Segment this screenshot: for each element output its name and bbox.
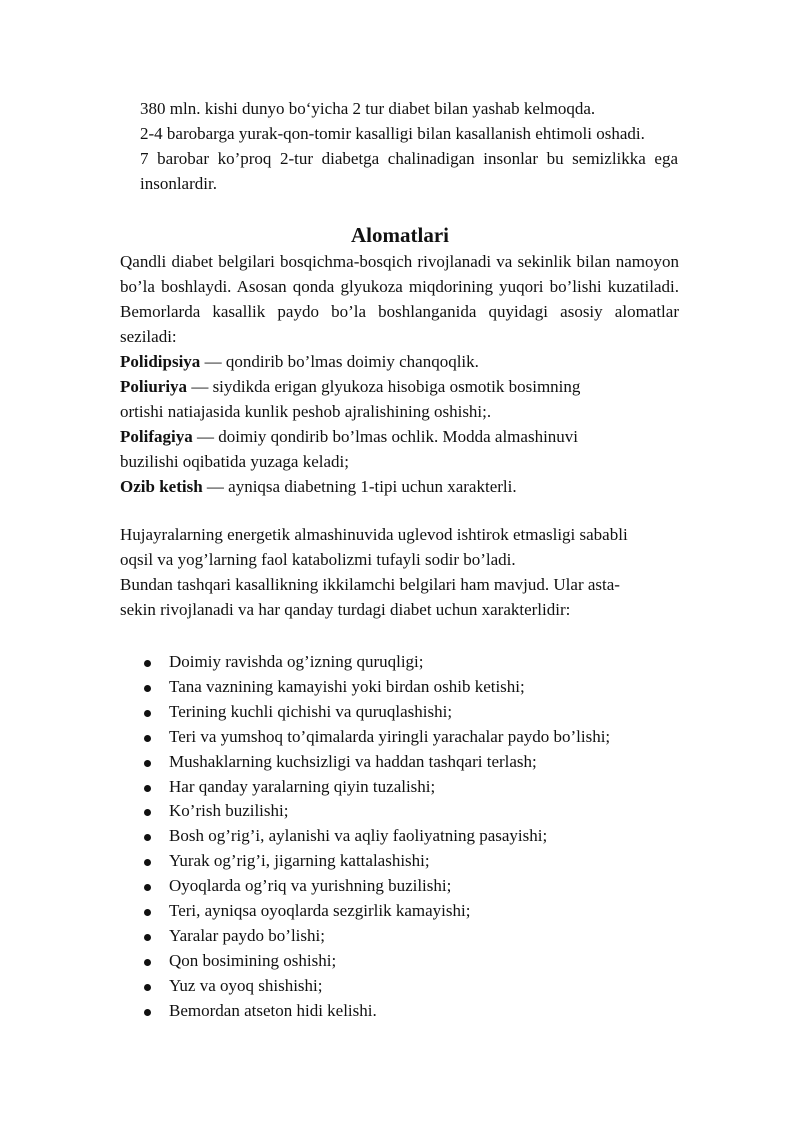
symptoms-intro [120, 249, 679, 499]
list-item [140, 849, 680, 874]
bullet-icon [144, 884, 151, 891]
term-name: Polifagiya [120, 427, 193, 446]
list-item-text: Tana vaznining kamayishi yoki birdan oshib ketishi; [169, 676, 525, 696]
term-name: Ozib ketish [120, 477, 203, 496]
lead-paragraph: Qandli diabet belgilari bosqichma-bosqich rivojlanadi va sekinlik bilan namoyon bo’la boshlaydi. Asosan qonda glyukoza miqdorining yuqori bo’lishi kuzatiladi. Bemorlarda kasallik paydo bo’la boshlanganida quyidagi asosiy alomatlar seziladi: [120, 252, 679, 346]
bullet-icon [144, 909, 151, 916]
intro-line: 7 barobar ko’proq 2-tur diabetga chalinadigan insonlar bu semizlikka ega insonlardir. [140, 149, 678, 193]
term-poliuriya [120, 374, 679, 424]
list-item [140, 750, 680, 775]
bullet-icon [144, 735, 151, 742]
bullet-icon [144, 934, 151, 941]
list-item-text: Qon bosimining oshishi; [169, 950, 337, 970]
list-item [140, 700, 680, 725]
bullet-icon [144, 834, 151, 841]
list-item [140, 899, 680, 924]
list-item-text: Mushaklarning kuchsizligi va haddan tashqari terlash; [169, 751, 537, 771]
paragraph-line: sekin rivojlanadi va har qanday turdagi diabet uchun xarakterlidir: [120, 600, 571, 619]
term-definition: — doimiy qondirib bo’lmas ochlik. Modda almashinuvi [192, 427, 579, 446]
intro-line: 380 mln. kishi dunyo bo‘yicha 2 tur diabet bilan yashab kelmoqda. [140, 99, 596, 118]
list-item [140, 650, 680, 675]
list-item [140, 824, 680, 849]
term-polidipsiya [120, 349, 679, 374]
term-definition-cont: ortishi natiajasida kunlik peshob ajralishining oshishi;. [120, 402, 492, 421]
list-item-text: Bemordan atseton hidi kelishi. [169, 1000, 377, 1020]
list-item-text: Teri va yumshoq to’qimalarda yiringli yarachalar paydo bo’lishi; [169, 726, 611, 746]
bullet-icon [144, 984, 151, 991]
bullet-icon [144, 1009, 151, 1016]
list-item [140, 775, 680, 800]
list-item-text: Bosh og’rig’i, aylanishi va aqliy faoliyatning pasayishi; [169, 826, 548, 846]
list-item-text: Yaralar paydo bo’lishi; [169, 925, 325, 945]
bullet-icon [144, 859, 151, 866]
list-item [140, 949, 680, 974]
list-item [140, 974, 680, 999]
bullet-icon [144, 809, 151, 816]
list-item [140, 799, 680, 824]
list-item-text: Yurak og’rig’i, jigarning kattalashishi; [169, 851, 430, 871]
term-name: Poliuriya [120, 377, 188, 396]
intro-statistics [140, 96, 678, 196]
list-item-text: Oyoqlarda og’riq va yurishning buzilishi; [169, 876, 452, 896]
list-item [140, 675, 680, 700]
list-item [140, 874, 680, 899]
bullet-icon [144, 685, 151, 692]
bullet-icon [144, 710, 151, 717]
list-item-text: Ko’rish buzilishi; [169, 801, 289, 821]
bullet-icon [144, 959, 151, 966]
intro-line: 2-4 barobarga yurak-qon-tomir kasalligi bilan kasallanish ehtimoli oshadi. [140, 124, 645, 143]
paragraph-line: Bundan tashqari kasallikning ikkilamchi belgilari ham mavjud. Ular asta- [120, 575, 620, 594]
list-item-text: Yuz va oyoq shishishi; [169, 975, 323, 995]
term-definition: — ayniqsa diabetning 1-tipi uchun xarakterli. [202, 477, 517, 496]
list-item [140, 725, 680, 750]
paragraph-line: oqsil va yog’larning faol katabolizmi tufayli sodir bo’ladi. [120, 550, 516, 569]
secondary-signs-paragraph [120, 522, 679, 622]
term-polifagiya [120, 424, 679, 474]
list-item-text: Har qanday yaralarning qiyin tuzalishi; [169, 776, 436, 796]
list-item-text: Teri, ayniqsa oyoqlarda sezgirlik kamayishi; [169, 901, 471, 921]
bullet-icon [144, 660, 151, 667]
term-definition-cont: buzilishi oqibatida yuzaga keladi; [120, 452, 349, 471]
term-definition: — qondirib bo’lmas doimiy chanqoqlik. [200, 352, 479, 371]
list-item-text: Terining kuchli qichishi va quruqlashishi; [169, 701, 453, 721]
list-item [140, 999, 680, 1024]
term-ozib-ketish [120, 474, 679, 499]
bullet-icon [144, 785, 151, 792]
list-item [140, 924, 680, 949]
symptom-list [140, 650, 680, 1024]
list-item-text: Doimiy ravishda og’izning quruqligi; [169, 652, 424, 671]
paragraph-line: Hujayralarning energetik almashinuvida uglevod ishtirok etmasligi sababli [120, 525, 628, 544]
term-definition: — siydikda erigan glyukoza hisobiga osmotik bosimning [187, 377, 581, 396]
term-name: Polidipsiya [120, 352, 201, 371]
section-heading: Alomatlari [351, 223, 449, 247]
bullet-icon [144, 760, 151, 767]
